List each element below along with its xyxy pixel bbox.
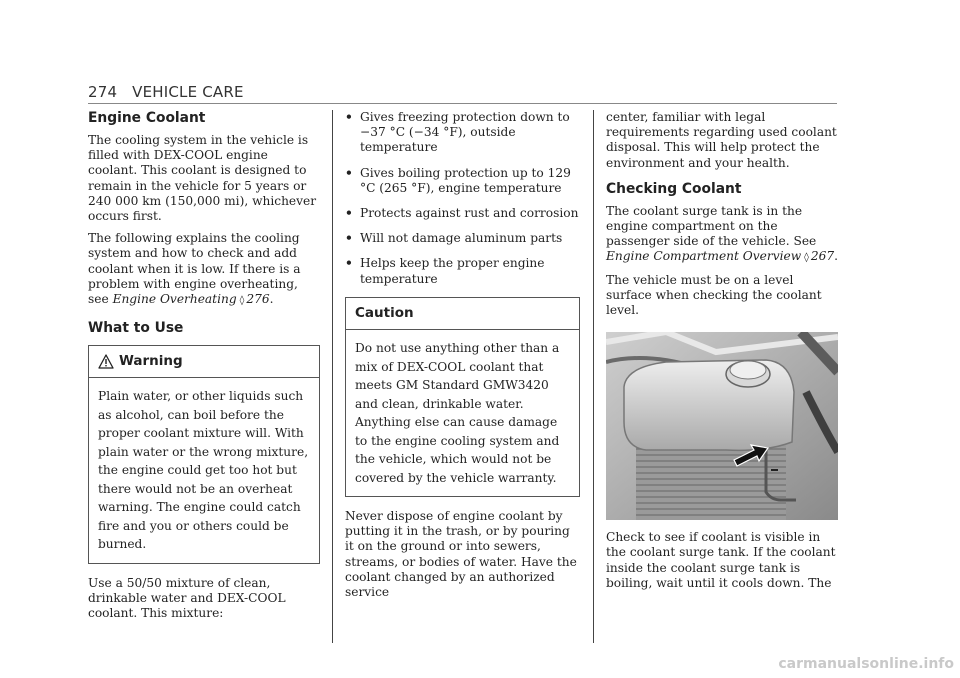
column-1 — [88, 110, 320, 629]
warning-title: Warning — [119, 353, 183, 370]
bullet-icon: • — [345, 206, 353, 221]
engine-compartment-link[interactable]: Engine Compartment Overview — [606, 249, 802, 264]
caution-body: Do not use anything other than a mix of DEX-COOL coolant that meets GM Standard GMW3420 and clean, drinkable water. Anything else can cause damage to the engine cooling system and the vehicle, which would not be covered by the vehicle warranty. — [355, 341, 560, 485]
warning-body: Plain water, or other liquids such as alcohol, can boil before the proper coolant mixture will. With plain water or the wrong mixture, the engine could get too hot but there would not be an overheat warning. The engine could catch fire and you or others could be burned. — [98, 389, 309, 552]
page-number: 274 — [88, 83, 118, 101]
disposal-paragraph: Never dispose of engine coolant by putting it in the trash, or by pouring it on the ground or into sewers, streams, or bodies of water. Have the coolant changed by an authorized service — [345, 509, 577, 600]
intro-paragraph: The cooling system in the vehicle is filled with DEX-COOL engine coolant. This coolant is designed to remain in the vehicle for 5 years or 240 000 km (150,000 mi), whichever occurs first. — [88, 133, 317, 224]
mixture-paragraph: Use a 50/50 mixture of clean, drinkable water and DEX-COOL coolant. This mixture: — [88, 575, 286, 621]
surge-tank-paragraph: The coolant surge tank is in the engine compartment on the passenger side of the vehicle. See Engine Compartment Overview ◊ 267. — [606, 203, 838, 264]
warning-box — [88, 345, 320, 564]
level-surface-paragraph: The vehicle must be on a level surface when checking the coolant level. — [606, 272, 822, 318]
bullet-icon: • — [345, 231, 353, 246]
coolant-surge-tank-photo — [606, 332, 838, 520]
engine-compartment-page[interactable]: 267 — [810, 249, 835, 264]
engine-coolant-heading: Engine Coolant — [88, 110, 206, 126]
checking-coolant-heading: Checking Coolant — [606, 180, 742, 197]
watermark: carmanualsonline.info — [778, 656, 954, 672]
caution-box — [345, 297, 580, 497]
engine-overheating-page[interactable]: 276 — [246, 292, 270, 307]
warning-triangle-icon — [98, 354, 114, 369]
bullet-icon: • — [345, 165, 353, 180]
page-ref-arrow-icon: ◊ — [239, 295, 245, 307]
section-title: VEHICLE CARE — [132, 83, 244, 101]
list-item: • Gives freezing protection down to −37 °C (−34 °F), outside temperature — [345, 110, 570, 155]
bullet-icon: • — [345, 256, 353, 271]
bullet-icon: • — [345, 110, 353, 124]
mixture-benefits-list — [345, 110, 580, 287]
page-header — [88, 83, 244, 101]
list-item: • Gives boiling protection up to 129 °C (265 °F), engine temperature — [345, 165, 571, 195]
check-coolant-paragraph: Check to see if coolant is visible in the coolant surge tank. If the coolant inside the coolant surge tank is boiling, wait until it cools down. The — [606, 530, 836, 590]
list-item: • Protects against rust and corrosion — [345, 206, 579, 221]
caution-header — [346, 298, 579, 330]
what-to-use-heading: What to Use — [88, 320, 184, 337]
column-divider-1 — [332, 110, 333, 643]
column-3 — [606, 110, 838, 598]
header-divider — [88, 103, 837, 104]
warning-header — [89, 346, 319, 378]
engine-overheating-link[interactable]: Engine Overheating — [112, 292, 237, 307]
disposal-continued-paragraph: center, familiar with legal requirements regarding used coolant disposal. This will help protect the environment and your health. — [606, 110, 837, 170]
column-divider-2 — [593, 110, 594, 643]
column-2 — [345, 110, 580, 607]
list-item: • Helps keep the proper engine temperature — [345, 256, 545, 286]
page-ref-arrow-icon: ◊ — [804, 252, 809, 264]
caution-title: Caution — [355, 304, 414, 321]
list-item: • Will not damage aluminum parts — [345, 231, 563, 246]
explains-paragraph: The following explains the cooling system and how to check and add coolant when it is low. If there is a problem with engine overheating, see Engine Overheating ◊ 276. — [88, 231, 301, 307]
